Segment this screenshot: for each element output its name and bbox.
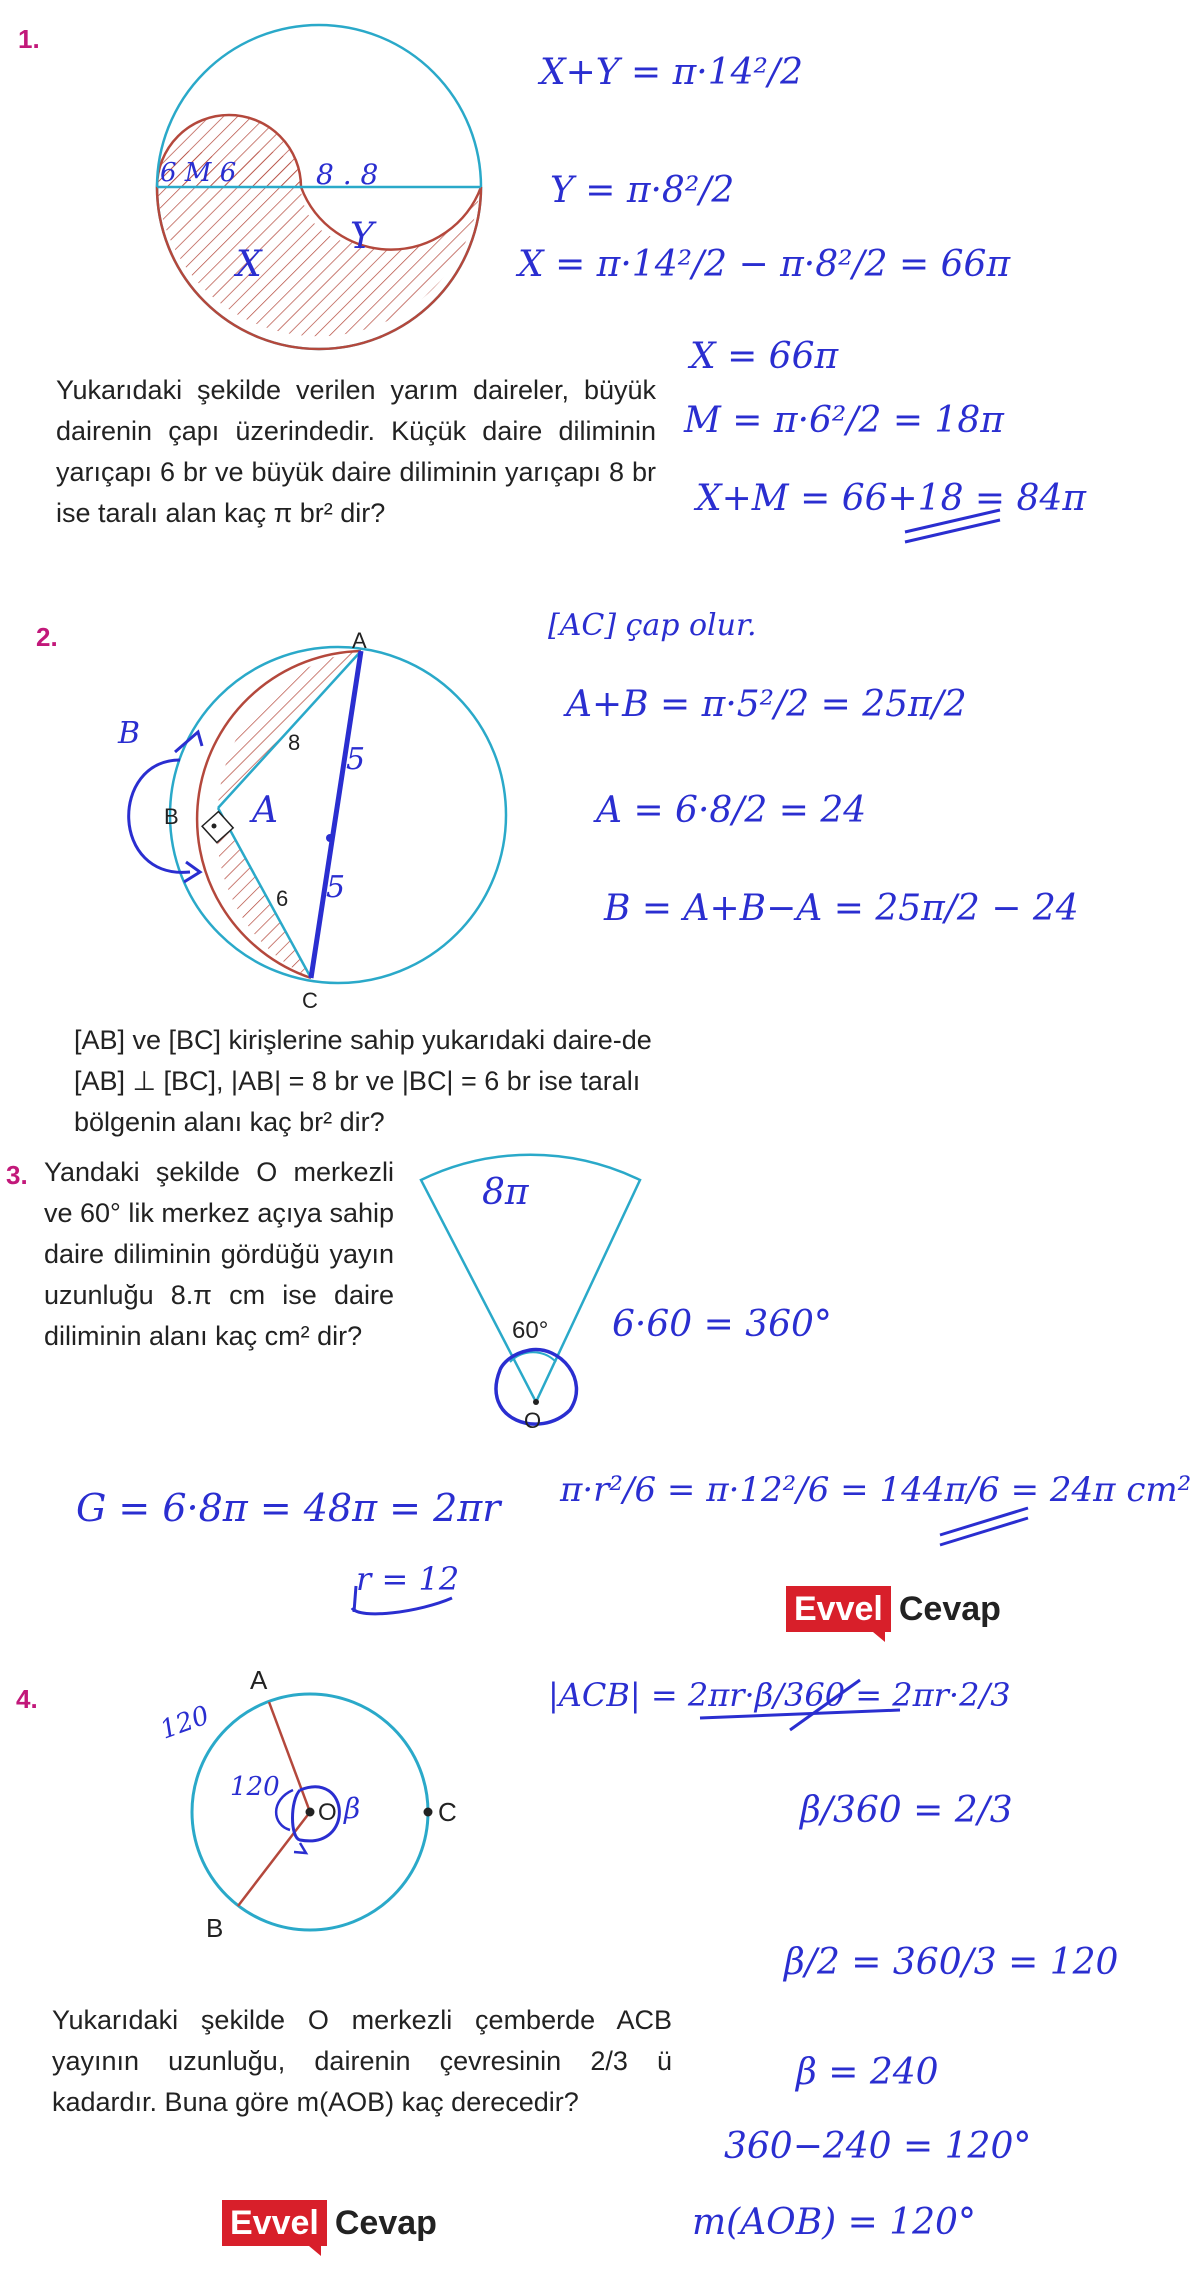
q4-work-line-2: β/360 = 2/3 [800,1790,1013,1831]
q2-hand-arrow [129,760,190,872]
q4-radius-ob [238,1812,310,1906]
q1-label-m: 6 M 6 [160,158,237,188]
q1-work-line-5: M = π·6²/2 = 18π [684,400,1004,441]
q1-question-text: Yukarıdaki şekilde verilen yarım daireler, büyük dairenin çapı üzerindedir. Küçük daire diliminin yarıçapı 6 br ve büyük daire diliminin yarıçapı 8 br ise taralı alan kaç π br² dir? [56,375,656,528]
q3-work-line-1: 6·60 = 360° [612,1304,832,1345]
brand-cevap: Cevap [334,2203,437,2242]
q2-number: 2. [36,622,58,652]
q4-label-b: B [206,1913,224,1943]
q2-diameter-ac [311,651,361,978]
brand-logo-1 [786,1586,1001,1632]
brand-evvel: Evvel [786,1586,891,1632]
q2-label-c: C [302,988,318,1013]
q3-figure [421,1155,640,1424]
q2-label-five-1: 5 [346,742,366,777]
q3-work-line-4: π·r²/6 = π·12²/6 = 144π/6 = 24π cm² [560,1470,1191,1510]
q4-work-line-1: |ACB| = 2πr·β/360 = 2πr·2/3 [548,1676,1011,1714]
q3-label-arc: 8π [482,1172,529,1213]
q4-work-line-5: 360−240 = 120° [724,2126,1032,2167]
q4-label-120-arc: 120 [156,1700,214,1746]
q4-work-line-6: m(AOB) = 120° [692,2202,976,2243]
q1-work-line-3: X = π·14²/2 − π·8²/2 = 66π [518,244,1011,285]
q4-work-line-4: β = 240 [796,2052,939,2093]
q2-work-line-1: [AC] çap olur. [548,608,757,643]
q3-work-line-2: G = 6·8π = 48π = 2πr [76,1486,501,1530]
q1-label-x: X [236,244,262,285]
q4-figure [192,1694,433,1930]
q3-work-line-3: r = 12 [356,1560,460,1598]
q4-label-a: A [250,1665,268,1695]
q1-work-line-2: Y = π·8²/2 [550,170,735,211]
q2-work-line-2: A+B = π·5²/2 = 25π/2 [566,684,967,725]
q1-label-eight: 8 . 8 [316,158,379,191]
q1-work-line-6: X+M = 66+18 = 84π [696,478,1087,519]
q2-question-text: [AB] ve [BC] kirişlerine sahip yukarıdaki daire-de [AB] ⊥ [BC], |AB| = 8 br ve |BC| = 6 br ise taralı bölgenin alanı kaç br² dir? [74,1025,652,1137]
q4-question-text: Yukarıdaki şekilde O merkezli çemberde ACB yayının uzunluğu, dairenin çevresinin 2/3 ü kadardır. Buna göre m(AOB) kaç derecedir? [52,2005,672,2117]
q3-number: 3. [6,1160,28,1190]
q4-work-line-3: β/2 = 360/3 = 120 [784,1942,1119,1983]
q2-figure [129,647,506,983]
q4-label-o: O [318,1799,337,1826]
q3-label-angle: 60° [512,1317,549,1344]
q3-sector [421,1155,640,1402]
q4-label-120-angle: 120 [230,1772,280,1802]
q2-label-bc-length: 6 [276,886,289,911]
q1-number: 1. [18,24,40,54]
q4-number: 4. [16,1684,38,1714]
q1-label-y: Y [350,216,374,257]
q2-label-ab-length: 8 [288,730,301,755]
q2-work-line-4: B = A+B−A = 25π/2 − 24 [604,888,1079,929]
q4-label-c: C [438,1797,457,1827]
q2-label-b: B [164,804,179,829]
q3-label-o: O [524,1408,542,1433]
brand-evvel: Evvel [222,2200,327,2246]
brand-cevap: Cevap [898,1589,1001,1628]
q2-work-line-3: A = 6·8/2 = 24 [596,790,867,831]
q2-label-area-a: A [252,790,278,831]
q1-work-line-4: X = 66π [690,336,839,377]
q2-label-area-b: B [118,716,141,751]
q1-work-line-1: X+Y = π·14²/2 [540,52,803,93]
q2-label-a: A [352,628,367,653]
brand-logo-2 [222,2200,437,2246]
q2-label-five-2: 5 [326,870,346,905]
q3-question-text: Yandaki şekilde O merkezli ve 60° lik merkez açıya sahip daire diliminin gördüğü yayın uzunluğu 8.π cm ise daire diliminin alanı kaç cm² dir? [44,1157,394,1351]
q4-label-beta: β [344,1792,361,1825]
